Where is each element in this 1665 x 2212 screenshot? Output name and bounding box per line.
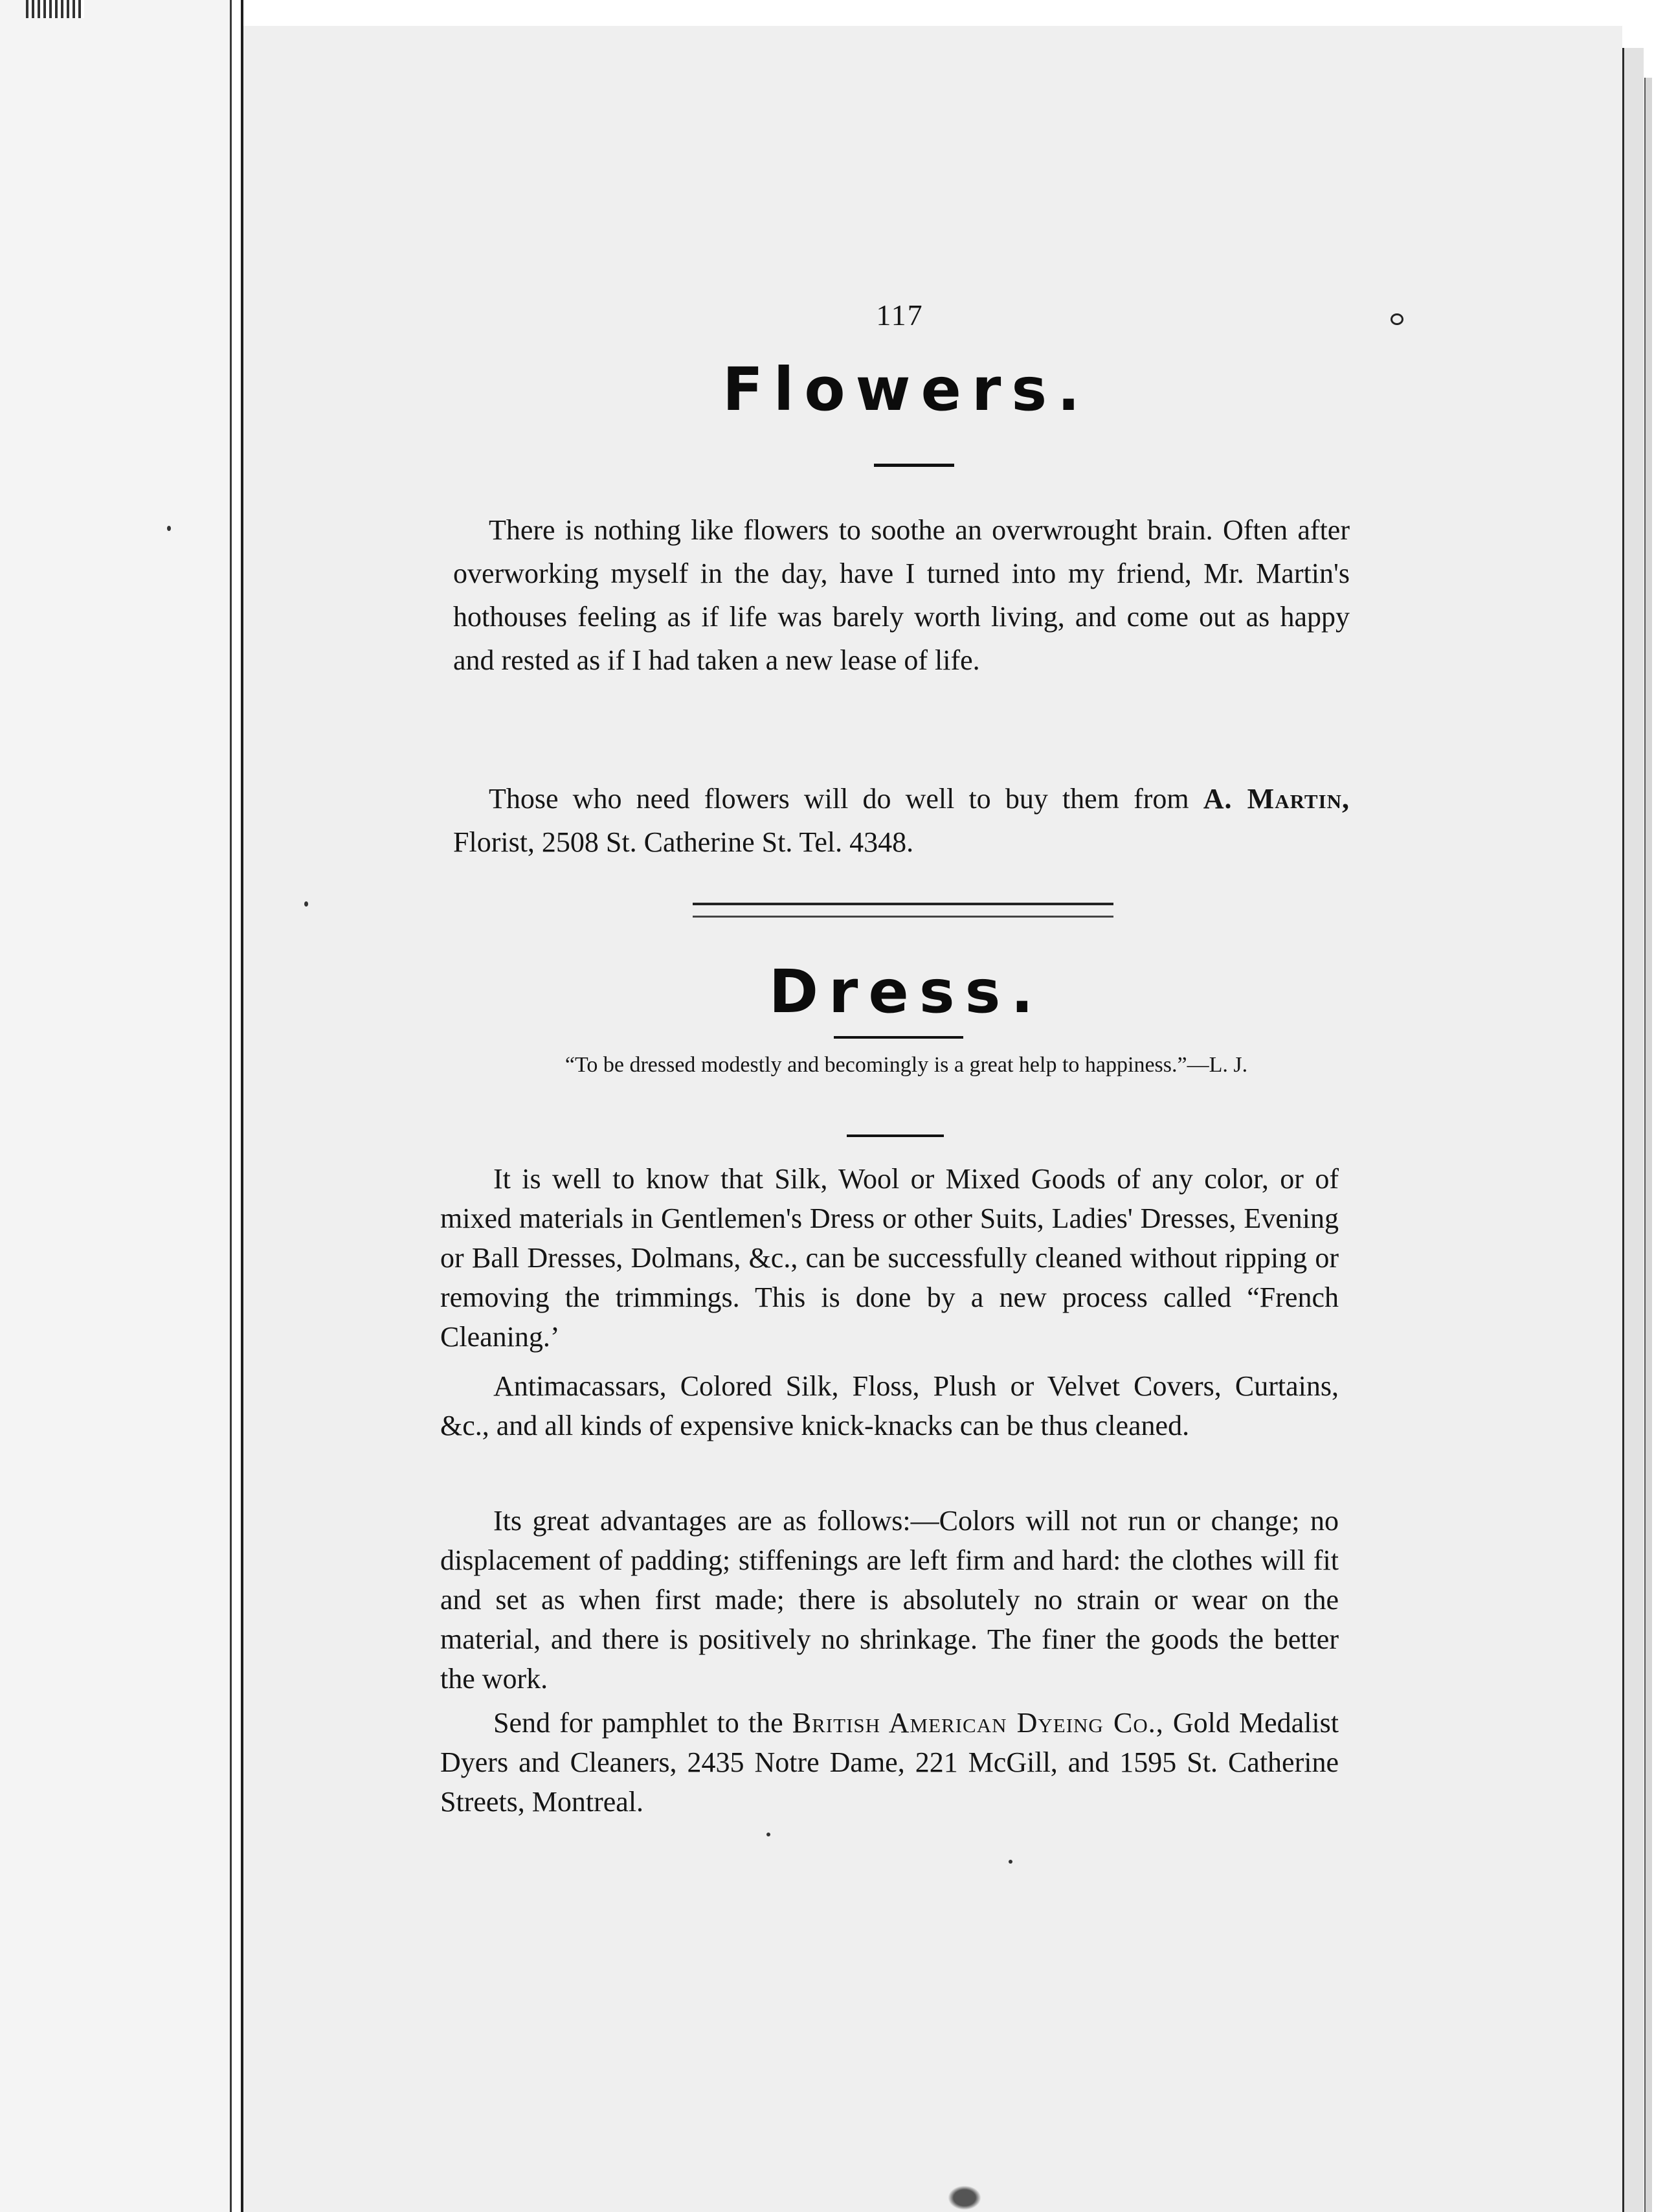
dress-paragraph-4 xyxy=(440,1703,1339,1822)
page-stack-edge xyxy=(1622,48,1644,2212)
dress-paragraph-1: It is well to know that Silk, Wool or Mixed Goods of any color, or of mixed materials in Gentlemen's Dress or other Suits, Ladies' Dresses, Evening or Ball Dresses, Dolmans, &c., can be successfully cleaned without ripping or removing the trimmings. This is done by a new process called “French Cleaning.’ xyxy=(440,1163,1339,1353)
dress-divider-top xyxy=(834,1036,963,1039)
dress-epigraph: “To be dressed modestly and becomingly is a great help to happiness.”—L. J. xyxy=(564,1053,1248,1077)
ink-speck xyxy=(766,1833,770,1836)
company-name: British American Dyeing Co., xyxy=(792,1707,1164,1739)
flowers-heading: Flowers. xyxy=(722,355,1091,424)
page-sheet xyxy=(243,26,1622,2212)
dress-divider-bottom xyxy=(847,1134,944,1137)
ink-speck xyxy=(1009,1860,1012,1864)
paper-tear-mark xyxy=(945,2184,984,2212)
flowers-paragraph-2 xyxy=(453,777,1350,864)
company-address: Gold Medalist Dyers and Cleaners, 2435 Notre Dame, 221 McGill, and 1595 St. Catherine Streets, Montreal. xyxy=(440,1707,1339,1818)
torn-paper-fragment xyxy=(26,0,84,18)
dress-paragraph-4-intro: Send for pamphlet to the xyxy=(493,1707,792,1739)
ink-speck xyxy=(167,526,171,531)
flowers-paragraph-2-intro: Those who need flowers will do well to buy them from xyxy=(489,783,1189,815)
section-divider xyxy=(693,903,1113,918)
dress-paragraph-2: Antimacassars, Colored Silk, Floss, Plush or Velvet Covers, Curtains, &c., and all kinds of expensive knick-knacks can be thus cleaned. xyxy=(440,1370,1339,1441)
page-stack-edge-outer xyxy=(1644,78,1652,2212)
facing-page-edge xyxy=(0,0,232,2212)
page-number: 117 xyxy=(876,299,924,332)
dress-paragraph-3: Its great advantages are as follows:—Colors will not run or change; no displacement of padding; stiffenings are left firm and hard: the clothes will fit and set as when first made; there is absolutely no strain or wear on the material, and there is positively no shrinkage. The finer the goods the better the work. xyxy=(440,1505,1339,1695)
florist-address: Florist, 2508 St. Catherine St. Tel. 4348. xyxy=(453,826,914,858)
ink-mark xyxy=(1391,313,1403,325)
dress-heading: Dress. xyxy=(768,957,1044,1026)
flowers-divider xyxy=(874,464,954,467)
book-gutter xyxy=(232,0,243,2212)
florist-name: A. Martin, xyxy=(1203,783,1350,815)
flowers-paragraph-1: There is nothing like flowers to soothe an overwrought brain. Often after overworking myself in the day, have I turned into my friend, Mr. Martin's hothouses feeling as if life was barely worth living, and come out as happy and rested as if I had taken a new lease of life. xyxy=(453,514,1350,676)
ink-speck xyxy=(304,901,308,907)
